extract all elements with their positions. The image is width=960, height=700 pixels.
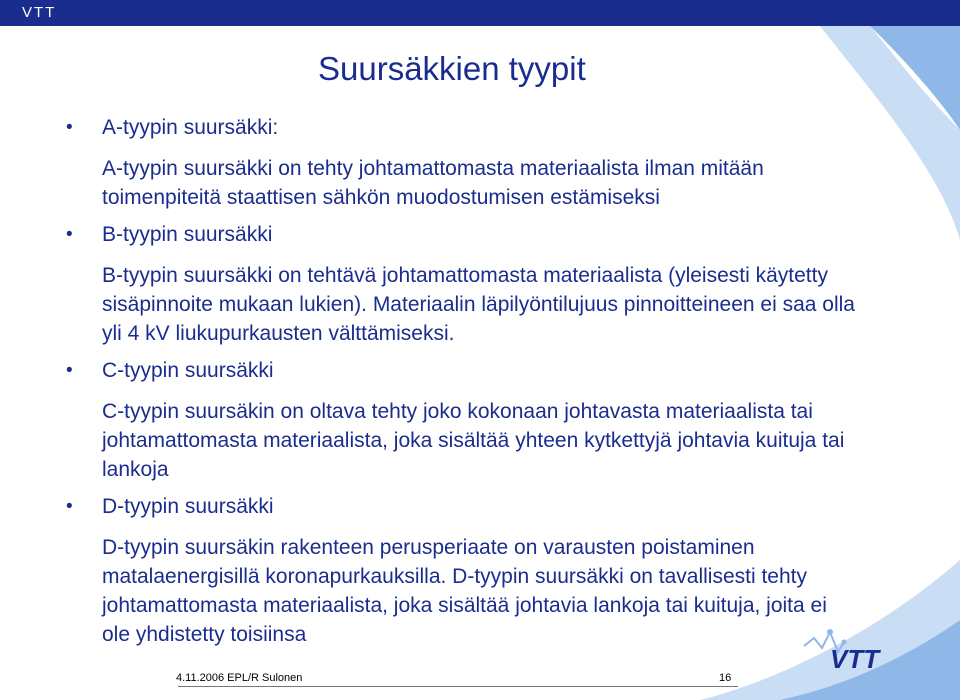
item-label: A-tyypin suursäkki: <box>102 116 279 139</box>
vtt-logo <box>800 624 910 674</box>
list-item <box>60 220 860 348</box>
list-item <box>60 492 860 649</box>
page-number: 16 <box>719 672 732 684</box>
list-item <box>60 356 860 484</box>
list-item <box>60 113 860 212</box>
bullet-icon: • <box>66 360 73 381</box>
item-label: D-tyypin suursäkki <box>102 495 274 518</box>
bullet-icon: • <box>66 496 73 517</box>
bullet-icon: • <box>66 117 73 138</box>
item-label: B-tyypin suursäkki <box>102 223 273 246</box>
item-description: A-tyypin suursäkki on tehty johtamattomasta materiaalista ilman mitään toimenpiteitä staattisen sähkön muodostumisen estämiseksi <box>102 157 764 209</box>
svg-text:VTT: VTT <box>830 644 880 674</box>
header-brand: VTT <box>22 4 57 21</box>
bullet-icon: • <box>66 224 73 245</box>
item-description: C-tyypin suursäkin on oltava tehty joko kokonaan johtavasta materiaalista tai johtamattomasta materiaalista, joka sisältää yhteen kytkettyjä johtavia kuituja tai lankoja <box>102 400 845 481</box>
item-description: B-tyypin suursäkki on tehtävä johtamattomasta materiaalista (yleisesti käytetty sisäpinnoite mukaan lukien). Materiaalin läpilyöntilujuus pinnoitteineen ei saa olla yli 4 kV liukupurkausten välttämiseksi. <box>102 264 855 345</box>
item-description: D-tyypin suursäkin rakenteen perusperiaate on varausten poistaminen matalaenergisillä koronapurkauksilla. D-tyypin suursäkki on tavallisesti tehty johtamattomasta materiaalista, joka sisältää johtavia lankoja tai kuituja, joita ei ole yhdistetty toisiinsa <box>102 536 827 646</box>
slide-title: Suursäkkien tyypit <box>318 50 586 87</box>
content-list <box>60 113 860 657</box>
footer-date-author: 4.11.2006 EPL/R Sulonen <box>176 672 303 684</box>
item-label: C-tyypin suursäkki <box>102 359 274 382</box>
footer-divider <box>178 686 738 687</box>
